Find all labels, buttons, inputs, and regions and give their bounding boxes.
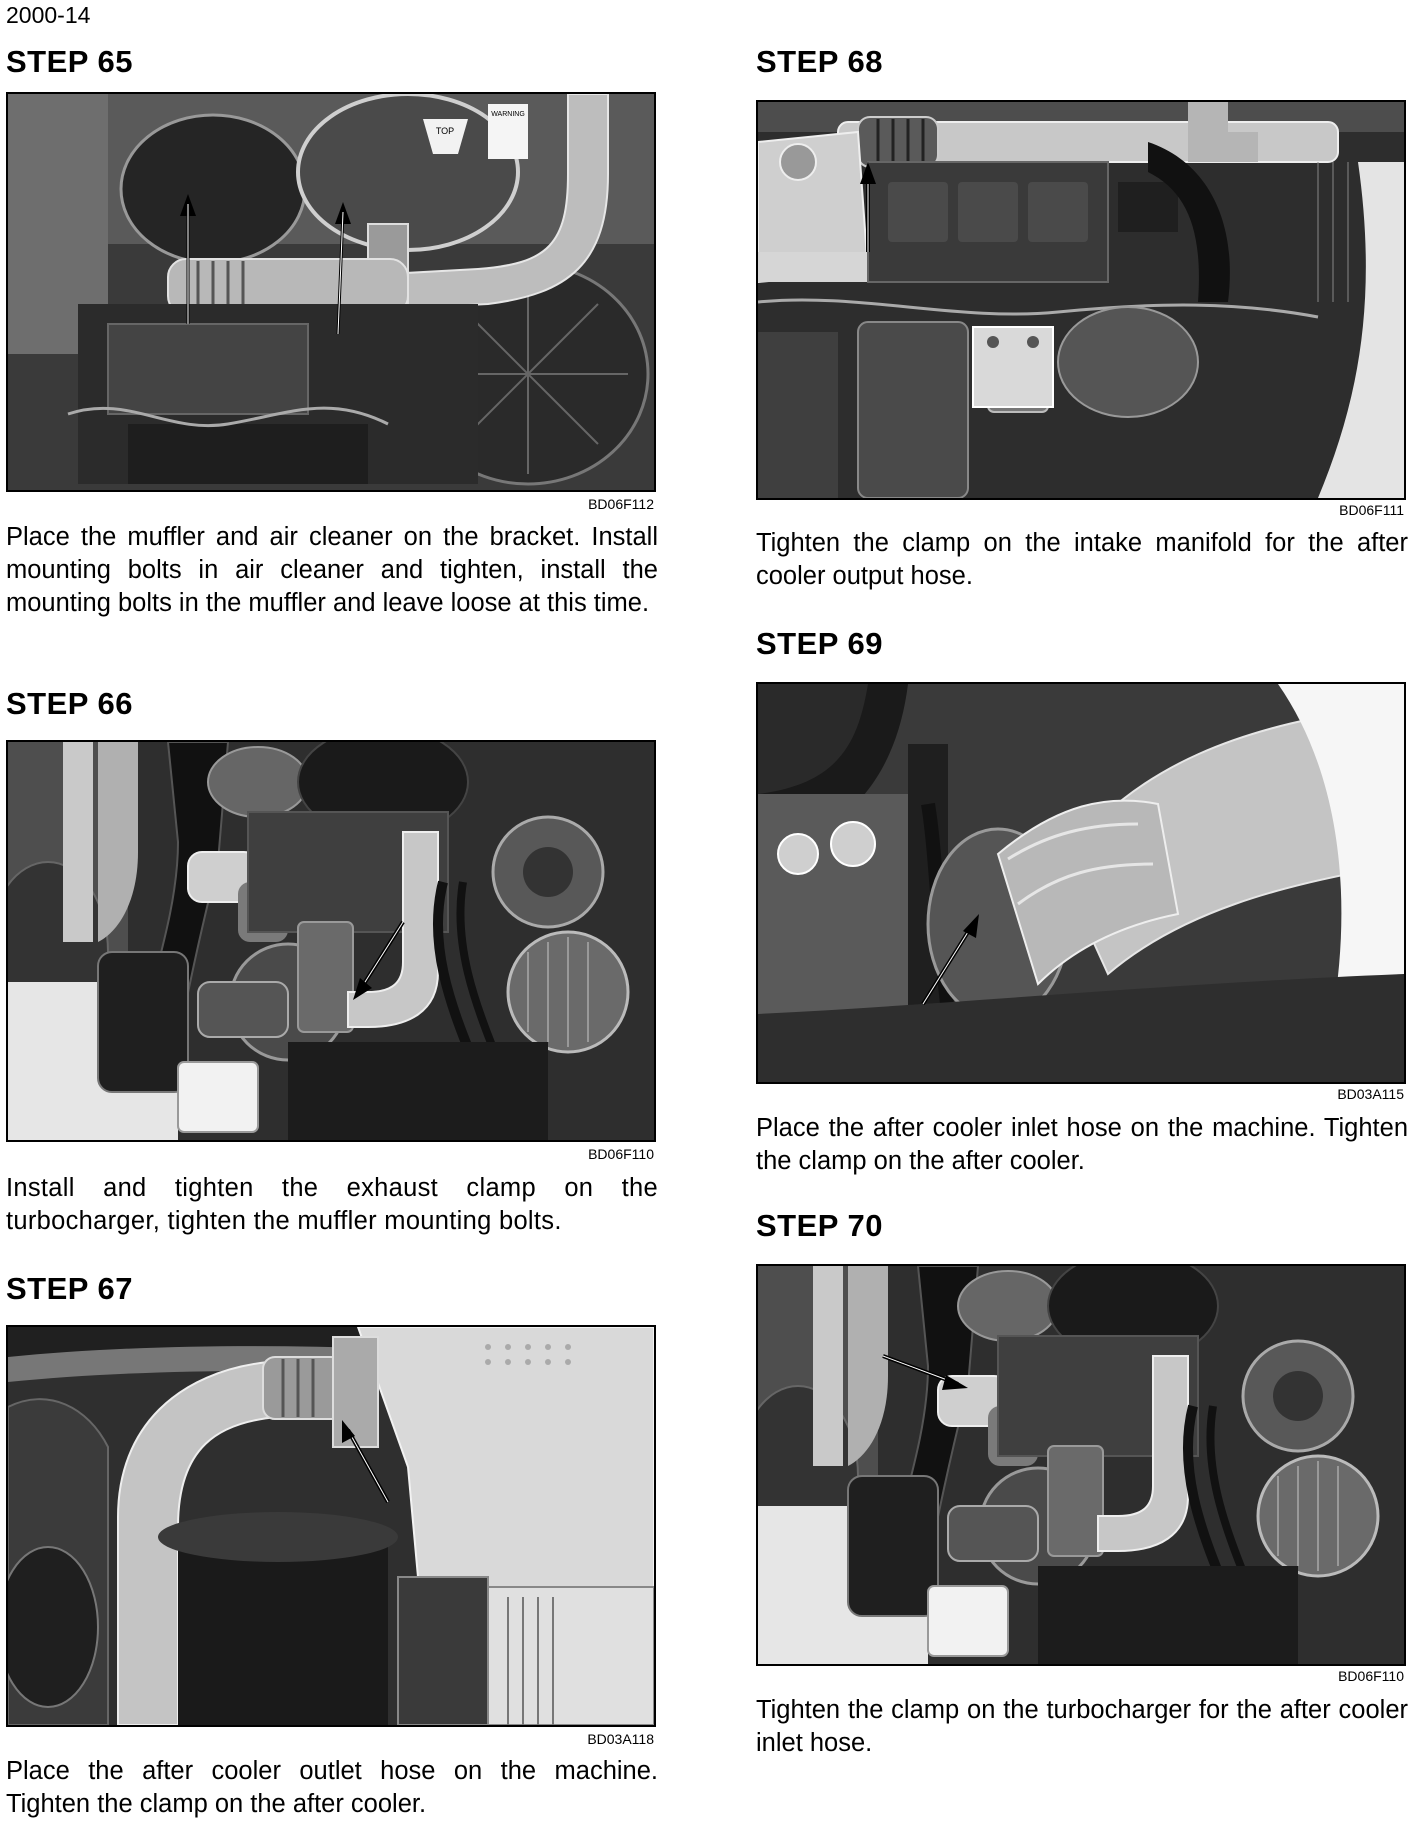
step-title: STEP 65 <box>6 44 134 79</box>
figure-code: BD06F111 <box>1339 502 1404 518</box>
step-caption: Tighten the clamp on the turbocharger for the after cooler inlet hose. <box>756 1696 1408 1757</box>
step-photo <box>6 740 656 1142</box>
engine-photo-muffler-air-cleaner <box>8 94 654 490</box>
step-caption: Place the muffler and air cleaner on the bracket. Install mounting bolts in air cleaner and tighten, install the mounting bolts in the muffler and leave loose at this time. <box>6 523 658 617</box>
engine-photo-turbocharger-clamp <box>758 1266 1404 1664</box>
step-photo <box>756 1264 1406 1666</box>
step-title: STEP 66 <box>6 686 134 721</box>
figure-code: BD06F112 <box>588 496 654 512</box>
step-caption: Place the after cooler outlet hose on the machine. Tighten the clamp on the after cooler. <box>6 1757 658 1818</box>
label-top-text: TOP <box>435 126 455 136</box>
step-caption: Place the after cooler inlet hose on the machine. Tighten the clamp on the after cooler. <box>756 1114 1408 1175</box>
page-number: 2000-14 <box>6 2 91 28</box>
engine-photo-after-cooler-outlet <box>8 1327 654 1725</box>
step-caption: Tighten the clamp on the intake manifold for the after cooler output hose. <box>756 529 1408 590</box>
step-photo <box>756 100 1406 500</box>
figure-code: BD03A118 <box>587 1731 654 1747</box>
engine-photo-exhaust-clamp <box>8 742 654 1140</box>
step-title: STEP 67 <box>6 1271 134 1306</box>
figure-code: BD03A115 <box>1337 1086 1404 1102</box>
engine-photo-after-cooler-inlet <box>758 684 1404 1082</box>
figure-code: BD06F110 <box>588 1146 654 1162</box>
engine-photo-intake-manifold <box>758 102 1404 498</box>
label-warning-text: WARNING <box>491 111 525 118</box>
step-title: STEP 70 <box>756 1208 884 1243</box>
step-photo <box>756 682 1406 1084</box>
step-title: STEP 69 <box>756 626 884 661</box>
figure-code: BD06F110 <box>1338 1668 1404 1684</box>
step-title: STEP 68 <box>756 44 884 79</box>
step-photo <box>6 92 656 492</box>
step-photo <box>6 1325 656 1727</box>
step-caption: Install and tighten the exhaust clamp on the turbocharger, tighten the muffler mounting bolts. <box>6 1174 658 1235</box>
